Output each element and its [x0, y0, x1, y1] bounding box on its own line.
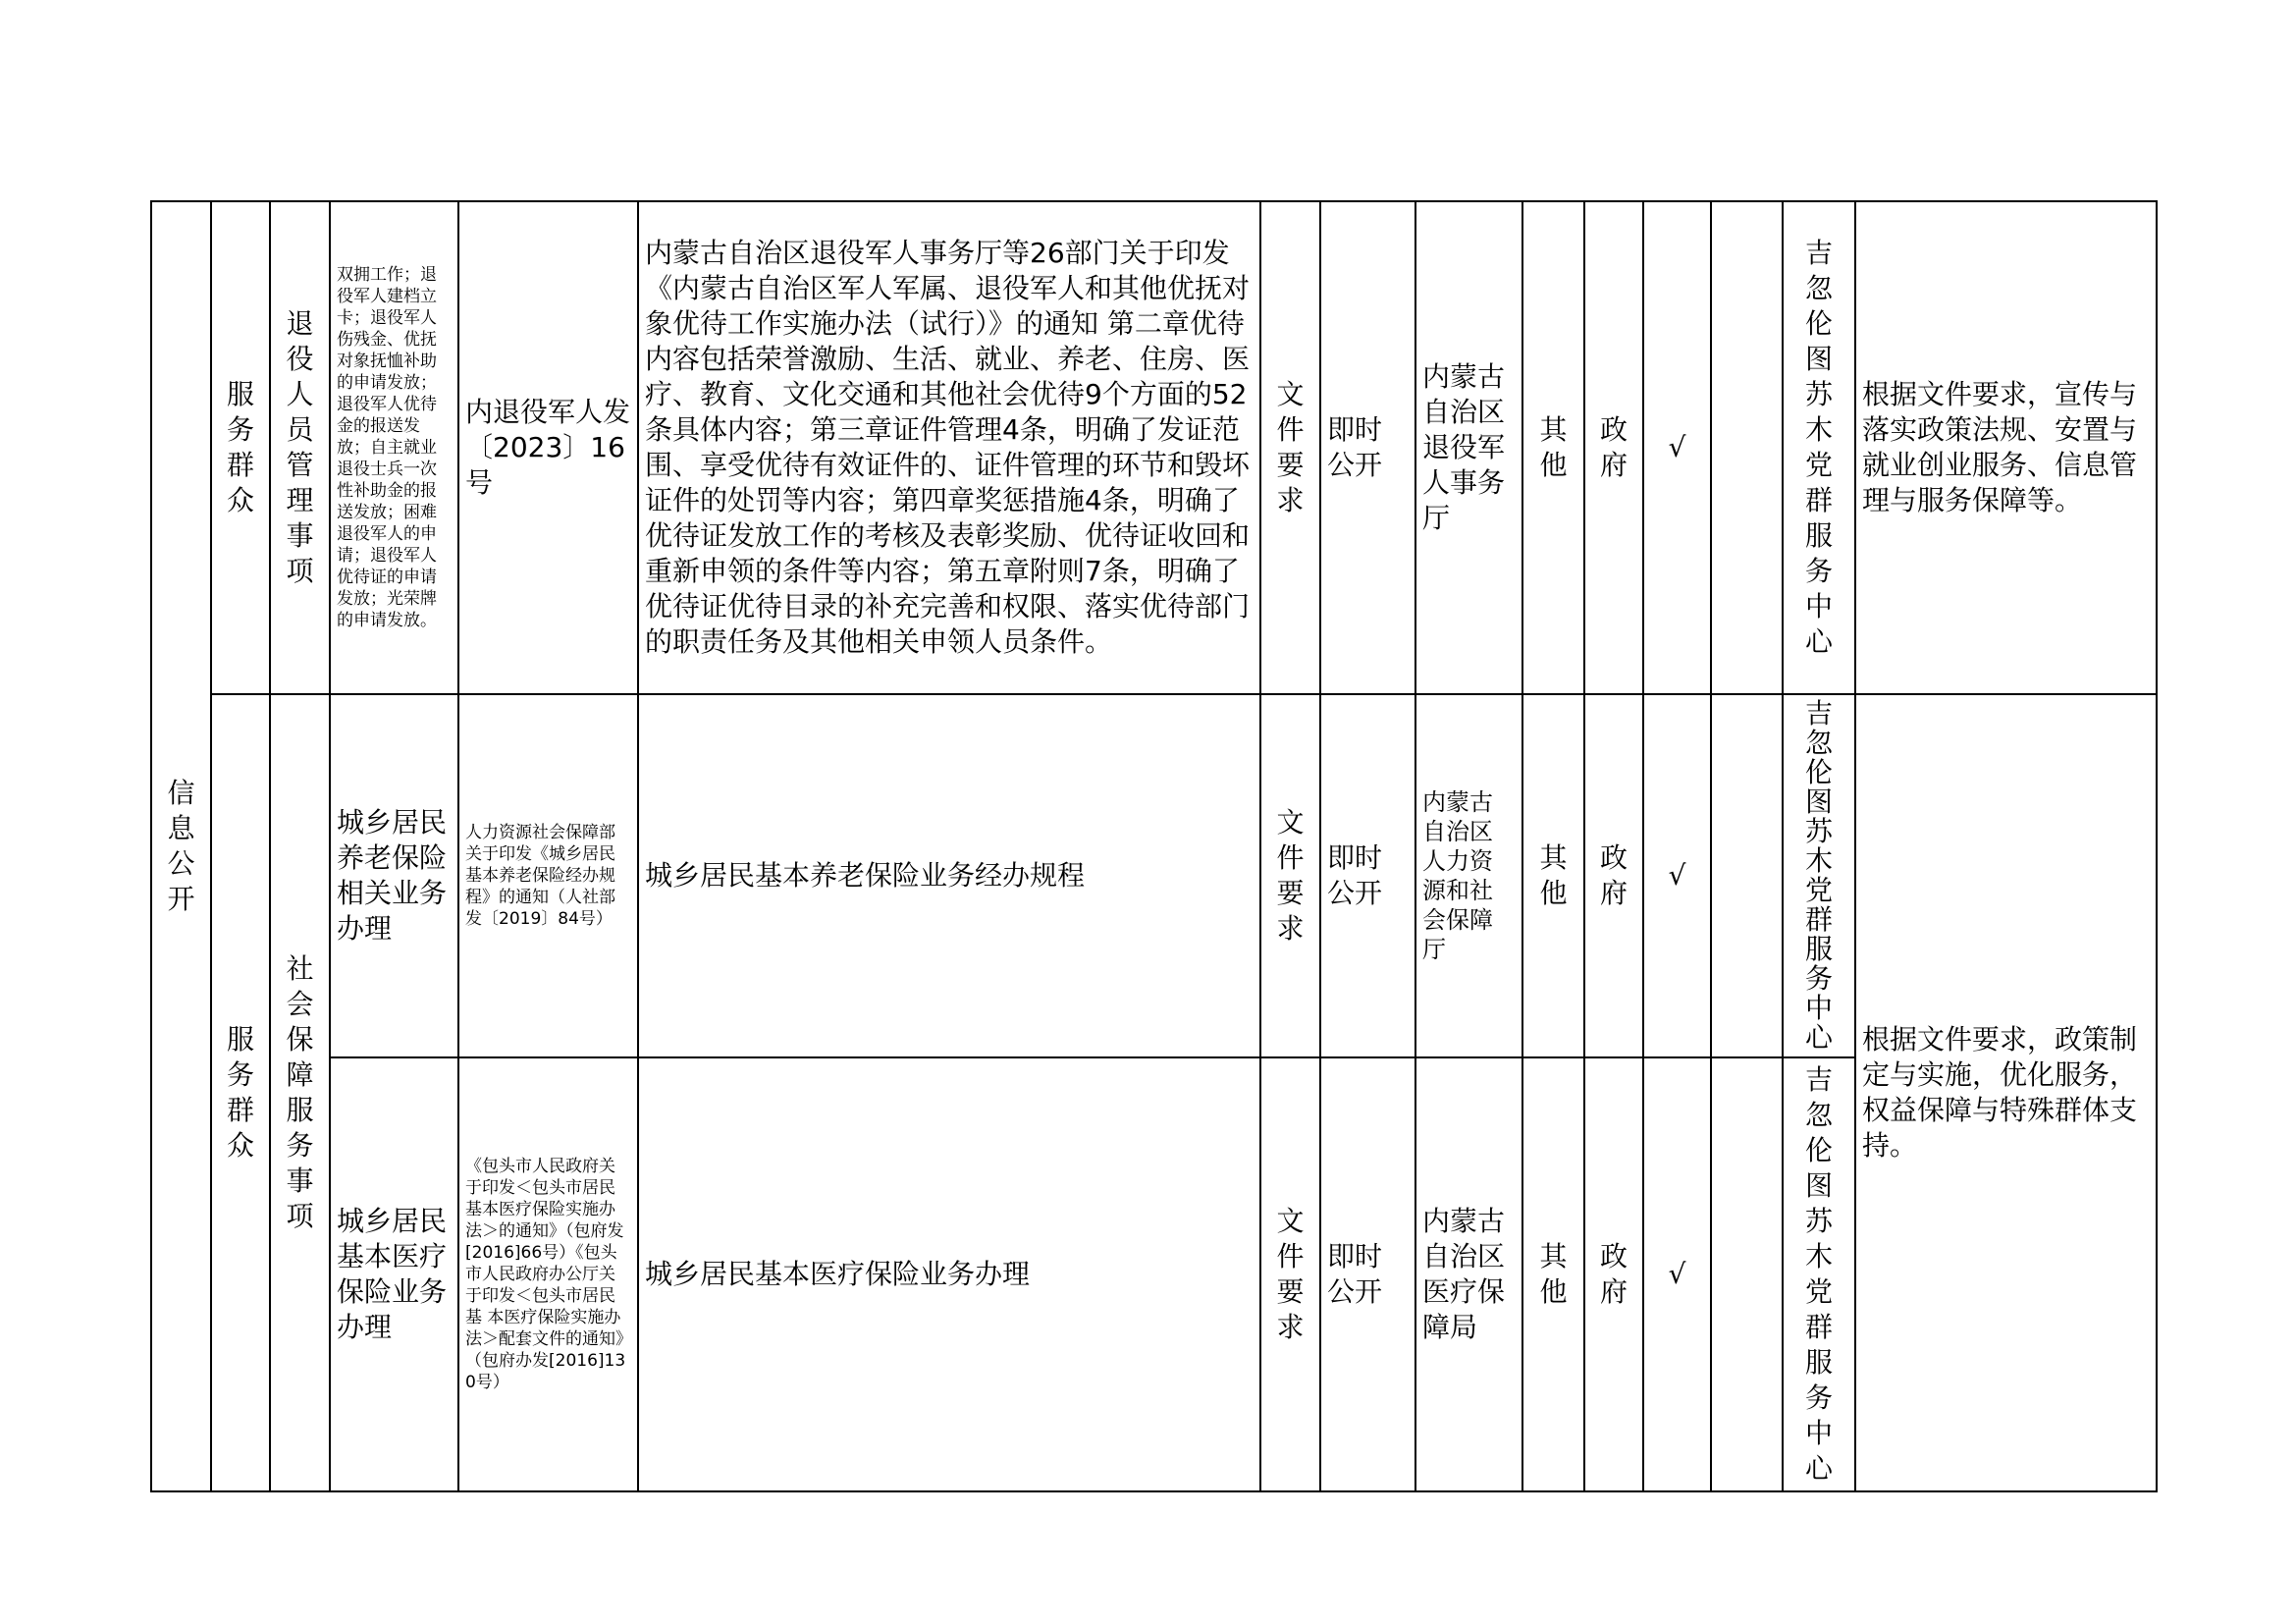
category-cell: [151, 201, 211, 1491]
obj2-cell: 政府: [1584, 1057, 1643, 1491]
body-cell: 内蒙古自治区人力资源和社会保障厅: [1415, 694, 1522, 1057]
timing-cell: 即时公开: [1320, 201, 1415, 694]
category-label: 信息公开: [167, 777, 195, 915]
note-cell: 根据文件要求，宣传与落实政策法规、安置与就业创业服务、信息管理与服务保障等。: [1855, 201, 2157, 694]
center-label: 吉忽伦图苏木党群服务中心: [1804, 237, 1833, 658]
body-cell: 内蒙古自治区医疗保障局: [1415, 1057, 1522, 1491]
basis-cell: [458, 201, 638, 694]
group-cell: [211, 201, 270, 694]
content-cell: 内蒙古自治区退役军人事务厅等26部门关于印发《内蒙古自治区军人军属、退役军人和其他优抚对象优待工作实施办法（试行）》的通知 第二章优待内容包括荣誉激励、生活、就业、养老、住房、医疗、教育、文化交通和其他社会优待9个方面的52条具体内容；第三章证件管理4条，明确了发证范围、享受优待有效证件的、证件管理的环节和毁坏证件的处罚等内容；第四章奖惩措施4条，明确了优待证发放工作的考核及表彰奖励、优待证收回和重新申领的条件等内容；第五章附则7条，明确了优待证优待目录的补充完善和权限、落实优待部门的职责任务及其他相关申领人员条件。: [638, 201, 1260, 694]
form-cell: [1260, 1057, 1320, 1491]
basis-cell: 人力资源社会保障部关于印发《城乡居民基本养老保险经办规程》的通知（人社部发〔2019〕84号）: [458, 694, 638, 1057]
blank-cell: [1711, 1057, 1783, 1491]
blank-cell: [1711, 694, 1783, 1057]
content-cell: 城乡居民基本养老保险业务经办规程: [638, 694, 1260, 1057]
group-cell: [211, 694, 270, 1491]
check-cell: √: [1643, 201, 1711, 694]
check-cell: √: [1643, 1057, 1711, 1491]
item-cell: 双拥工作；退役军人建档立卡；退役军人伤残金、优抚对象抚恤补助的申请发放；退役军人优待金的报送发放；自主就业退役士兵一次性补助金的报送发放；困难退役军人的申请；退役军人优待证的申请发放；光荣牌的申请发放。: [330, 201, 458, 694]
basis-text: 内退役军人发〔2023〕16号: [465, 396, 631, 499]
center-cell: [1783, 201, 1855, 694]
center-cell: [1783, 1057, 1855, 1491]
item-cell: 城乡居民基本医疗保险业务办理: [330, 1057, 458, 1491]
center-cell: [1783, 694, 1855, 1057]
timing-cell: 即时公开: [1320, 1057, 1415, 1491]
disclosure-table: [150, 200, 2158, 1492]
obj2-cell: 政府: [1584, 694, 1643, 1057]
content-cell: 城乡居民基本医疗保险业务办理: [638, 1057, 1260, 1491]
group-label: 服务群众: [226, 1023, 254, 1162]
group-label: 服务群众: [226, 378, 254, 516]
form-label: 文件要求: [1276, 806, 1305, 945]
type-label: 社会保障服务事项: [286, 952, 314, 1232]
form-cell: [1260, 694, 1320, 1057]
check-cell: √: [1643, 694, 1711, 1057]
obj1-cell: 其他: [1522, 694, 1584, 1057]
center-label: 吉忽伦图苏木党群服务中心: [1804, 697, 1833, 1054]
timing-cell: 即时公开: [1320, 694, 1415, 1057]
body-cell: 内蒙古自治区退役军人事务厅: [1415, 201, 1522, 694]
note-cell: 根据文件要求，政策制定与实施，优化服务，权益保障与特殊群体支持。: [1855, 694, 2157, 1491]
form-label: 文件要求: [1276, 378, 1305, 516]
basis-cell: 《包头市人民政府关于印发＜包头市居民基本医疗保险实施办法＞的通知》（包府发[2016]66号）《包头市人民政府办公厅关于印发＜包头市居民基 本医疗保险实施办法＞配套文件的通知》（包府办发[2016]130号）: [458, 1057, 638, 1491]
type-cell: [270, 694, 330, 1491]
type-cell: [270, 201, 330, 694]
center-label: 吉忽伦图苏木党群服务中心: [1804, 1063, 1833, 1485]
form-cell: [1260, 201, 1320, 694]
type-label: 退役人员管理事项: [286, 307, 314, 587]
obj2-cell: 政府: [1584, 201, 1643, 694]
obj1-cell: 其他: [1522, 1057, 1584, 1491]
table-row: [151, 201, 2157, 694]
item-cell: 城乡居民养老保险相关业务办理: [330, 694, 458, 1057]
table-row: [151, 694, 2157, 1057]
blank-cell: [1711, 201, 1783, 694]
form-label: 文件要求: [1276, 1205, 1305, 1343]
obj1-cell: 其他: [1522, 201, 1584, 694]
